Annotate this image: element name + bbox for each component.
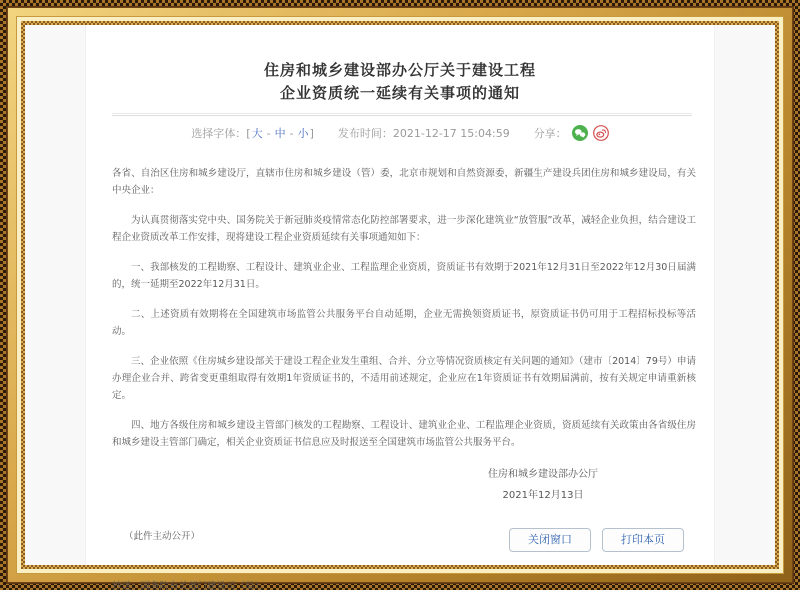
bracket-close: ] <box>309 126 314 140</box>
signature-date: 2021年12月13日 <box>502 490 584 501</box>
meta-bar <box>86 125 714 141</box>
action-buttons <box>509 528 684 552</box>
document-body <box>112 165 696 451</box>
disclosure-note: （此件主动公开） <box>124 531 201 542</box>
frame-cream-band <box>16 16 784 592</box>
font-separator: - <box>266 126 271 140</box>
close-window-button[interactable]: 关闭窗口 <box>509 528 591 552</box>
signature-org: 住房和城乡建设部办公厅 <box>488 469 598 480</box>
paragraph-item-3: 三、企业依照《住房城乡建设部关于建设工程企业发生重组、合并、分立等情况资质核定有关问题的通知》（建市〔2014〕79号）申请办理企业合并、跨省变更重组取得有效期1年资质证书的，不适用前述规定，企业应在1年资质证书有效期届满前，按有关规定申请重新核定。 <box>112 356 696 401</box>
page-background <box>25 25 775 592</box>
document-page <box>85 25 715 592</box>
font-separator: - <box>289 126 294 140</box>
weibo-share-icon[interactable] <box>593 125 609 141</box>
title-divider <box>112 113 692 116</box>
bracket-open: [ <box>246 126 251 140</box>
font-size-large-link[interactable]: 大 <box>251 127 263 140</box>
frame-bead-band <box>21 21 779 592</box>
print-page-button[interactable]: 打印本页 <box>602 528 684 552</box>
paragraph-salutation: 各省、自治区住房和城乡建设厅，直辖市住房和城乡建设（管）委，北京市规划和自然资源委，新疆生产建设兵团住房和城乡建设局，有关中央企业： <box>112 168 696 196</box>
paragraph-item-4: 四、地方各级住房和城乡建设主管部门核发的工程勘察、工程设计、建筑业企业、工程监理企业资质，资质延续有关政策由各省级住房和城乡建设主管部门确定，相关企业资质证书信息应及时报送至全国建筑市场监管公共服务平台。 <box>112 420 696 448</box>
publish-time <box>338 125 510 141</box>
font-size-small-link[interactable]: 小 <box>297 127 309 140</box>
signature-block <box>488 464 598 506</box>
font-size-medium-link[interactable]: 中 <box>274 127 286 140</box>
paragraph-item-1: 一、我部核发的工程勘察、工程设计、建筑业企业、工程监理企业资质，资质证书有效期于2021年12月31日至2022年12月30日届满的，统一延期至2022年12月31日。 <box>112 262 696 290</box>
title-line-1: 住房和城乡建设部办公厅关于建设工程 <box>263 61 536 79</box>
share-label: 分享： <box>533 127 567 140</box>
cc-line: 抄送：国务院有关部门建设司（局）。 <box>112 581 269 592</box>
font-size-label: 选择字体： <box>191 127 247 140</box>
wechat-share-icon[interactable] <box>572 125 588 141</box>
frame-inner-line <box>6 6 794 592</box>
paragraph-intro: 为认真贯彻落实党中央、国务院关于新冠肺炎疫情常态化防控部署要求，进一步深化建筑业“放管服”改革，减轻企业负担，结合建设工程企业资质改革工作安排，现将建设工程企业资质延续有关事项通知如下： <box>112 215 696 243</box>
publish-time-label: 发布时间： <box>337 127 393 140</box>
page-title <box>86 25 714 105</box>
share-bar <box>534 125 609 141</box>
frame-gold-band <box>7 7 793 592</box>
font-size-selector <box>191 125 314 141</box>
publish-time-value: 2021-12-17 15:04:59 <box>392 126 510 140</box>
paragraph-item-2: 二、上述资质有效期将在全国建筑市场监管公共服务平台自动延期，企业无需换领资质证书，原资质证书仍可用于工程招标投标等活动。 <box>112 309 696 337</box>
title-line-2: 企业资质统一延续有关事项的通知 <box>279 84 520 102</box>
